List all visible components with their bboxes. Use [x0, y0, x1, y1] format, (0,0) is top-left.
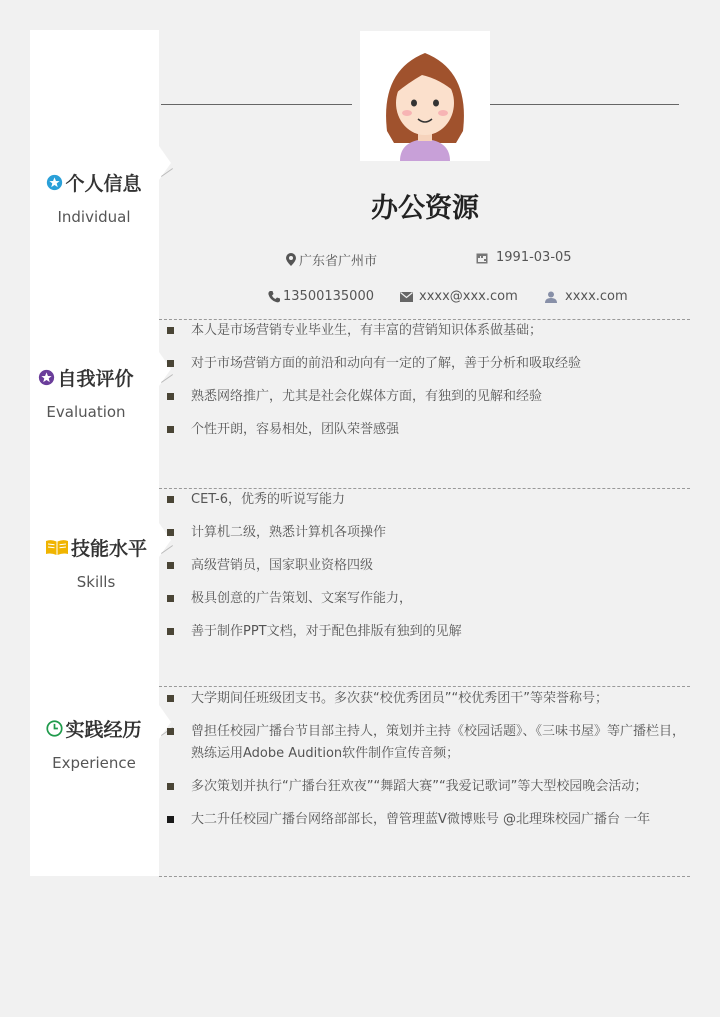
birthdate-text: 1991-03-05	[496, 250, 572, 265]
location-info	[286, 250, 377, 269]
birthdate-info	[476, 250, 572, 265]
section-title: 自我评价	[57, 368, 134, 390]
list-item: 大学期间任班级团支书。多次获“校优秀团员”“校优秀团干”等荣誉称号；	[166, 688, 690, 710]
section-title: 实践经历	[65, 719, 142, 741]
section-title: 技能水平	[70, 538, 147, 560]
envelope-icon	[400, 292, 413, 302]
email-text: xxxx@xxx.com	[419, 289, 518, 304]
section-subtitle: Skills	[76, 573, 116, 591]
section-personal	[24, 169, 164, 226]
star-circle-icon	[38, 369, 55, 386]
section-subtitle: Evaluation	[46, 403, 126, 421]
list-item: 个性开朗，容易相处，团队荣誉感强	[166, 419, 690, 441]
header-rule-right	[488, 104, 679, 105]
section-title: 个人信息	[65, 173, 142, 195]
section-evaluation	[16, 364, 156, 421]
list-item: 本人是市场营销专业毕业生，有丰富的营销知识体系做基础；	[166, 320, 690, 342]
open-book-icon	[45, 539, 69, 556]
list-item: 对于市场营销方面的前沿和动向有一定的了解，善于分析和吸取经验	[166, 353, 690, 375]
list-item: 高级营销员，国家职业资格四级	[166, 555, 690, 577]
phone-text: 13500135000	[283, 289, 374, 304]
list-item: 计算机二级，熟悉计算机各项操作	[166, 522, 690, 544]
account-text: xxxx.com	[565, 289, 628, 304]
section-skills	[26, 534, 166, 591]
list-item: 极具创意的广告策划、文案写作能力，	[166, 588, 690, 610]
location-text: 广东省广州市	[299, 254, 378, 269]
list-item: 大二升任校园广播台网络部部长，曾管理蓝V微博账号 @北理珠校园广播台 一年	[166, 809, 690, 831]
user-icon	[545, 291, 557, 303]
map-pin-icon	[286, 253, 296, 266]
section-subtitle: Experience	[52, 754, 136, 772]
list-item: 善于制作PPT文档，对于配色排版有独到的见解	[166, 621, 690, 643]
list-item: 多次策划并执行“广播台狂欢夜”“舞蹈大赛”“我爱记歌词”等大型校园晚会活动；	[166, 776, 690, 798]
evaluation-list	[166, 320, 690, 441]
list-item: 曾担任校园广播台节目部主持人，策划并主持《校园话题》、《三味书屋》等广播栏目，熟练运用Adobe Audition软件制作宣传音频；	[166, 721, 690, 765]
star-circle-icon	[46, 174, 63, 191]
experience-list	[166, 688, 690, 831]
phone-icon	[268, 291, 280, 303]
phone-info	[268, 289, 374, 304]
skills-list	[166, 489, 690, 643]
avatar	[360, 31, 490, 161]
section-experience	[24, 715, 164, 772]
section-subtitle: Individual	[57, 208, 131, 226]
list-item: CET-6，优秀的听说写能力	[166, 489, 690, 511]
section-divider	[159, 686, 690, 687]
email-info	[400, 289, 518, 304]
clock-icon	[46, 720, 63, 737]
list-item: 熟悉网络推广，尤其是社会化媒体方面，有独到的见解和经验	[166, 386, 690, 408]
section-divider	[159, 876, 690, 877]
candidate-name: 办公资源	[371, 193, 479, 224]
header-rule-left	[161, 104, 352, 105]
calendar-icon	[476, 252, 488, 264]
account-info	[545, 289, 628, 304]
